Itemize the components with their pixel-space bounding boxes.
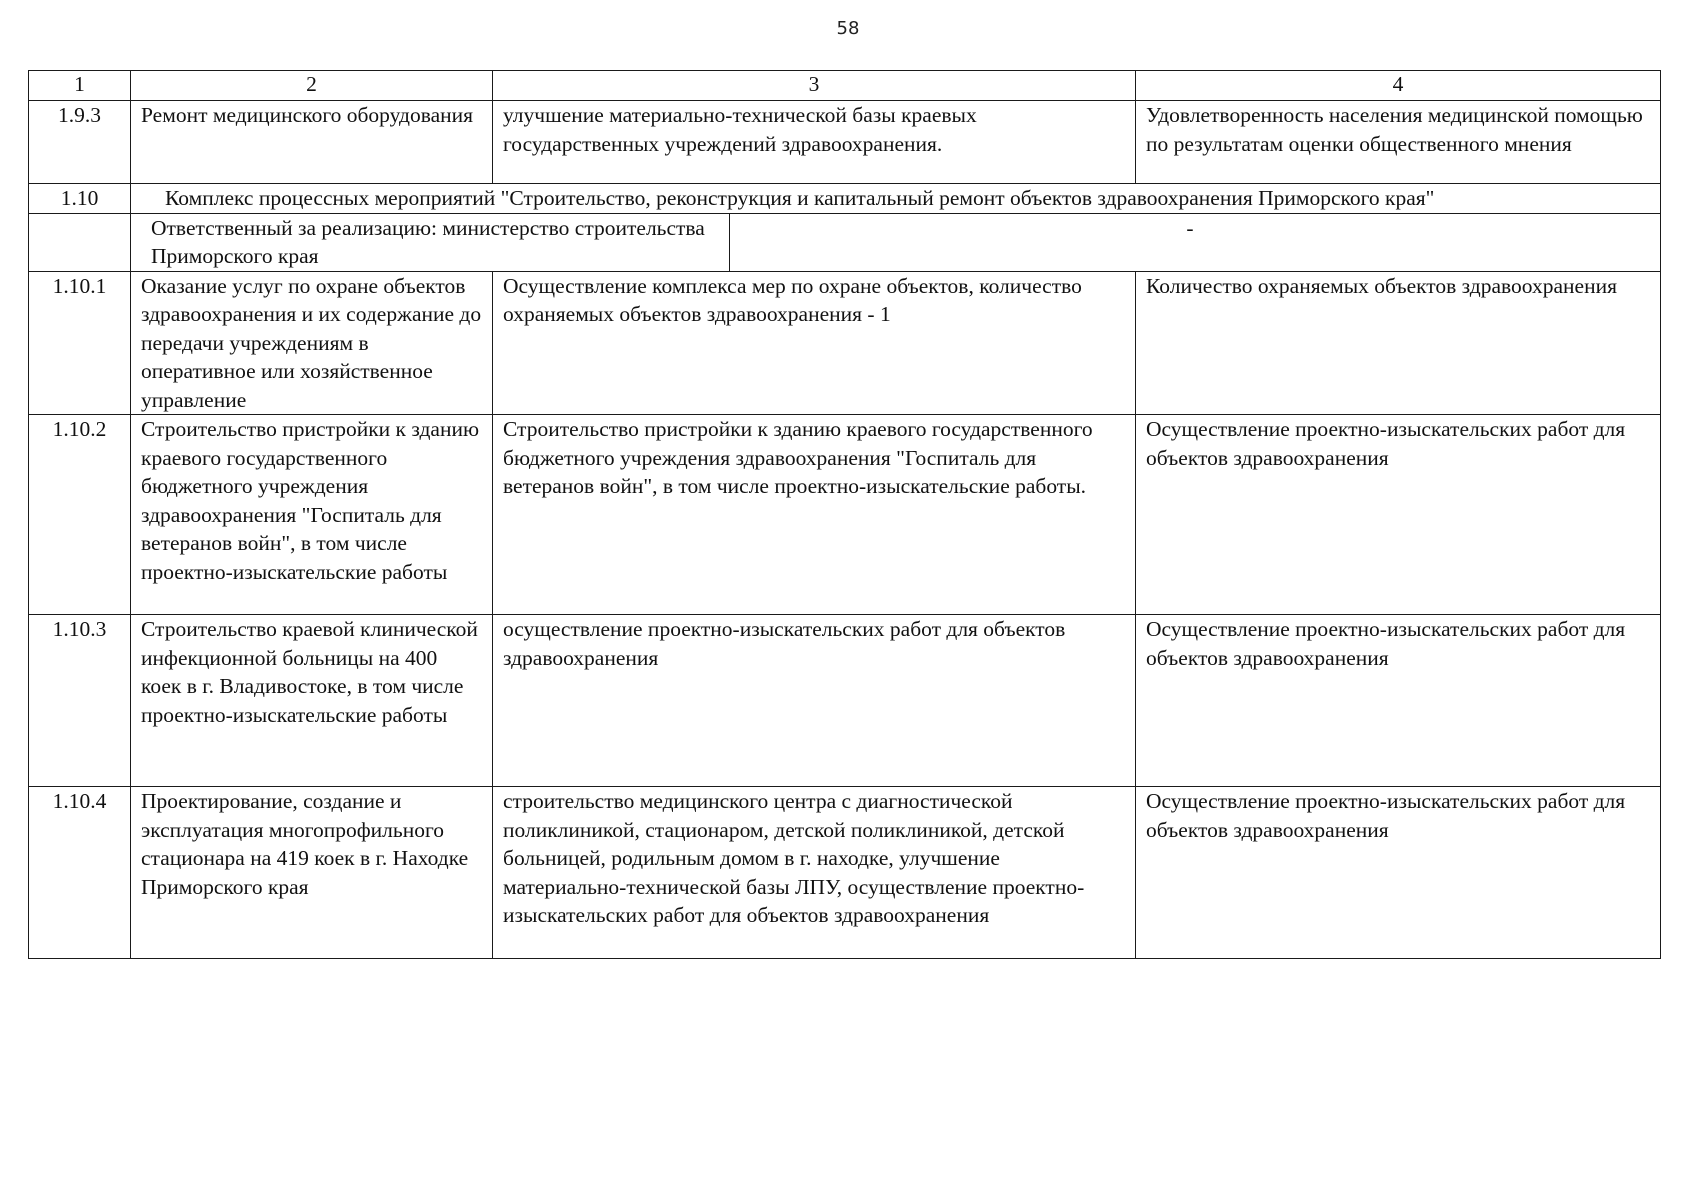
page-number: 58 xyxy=(836,18,860,39)
table-row xyxy=(29,787,1661,959)
responsible-cell xyxy=(131,213,1661,271)
header-cell: 1 xyxy=(29,71,131,101)
header-cell: 3 xyxy=(493,71,1136,101)
row-number: 1.10.4 xyxy=(29,787,131,959)
row-name: Оказание услуг по охране объектов здравоохранения и их содержание до передачи учреждениям в оперативное или хозяйственное управление xyxy=(131,271,493,415)
row-name: Проектирование, создание и эксплуатация многопрофильного стационара на 419 коек в г. Находке Приморского края xyxy=(131,787,493,959)
responsible-row xyxy=(29,213,1661,271)
section-row xyxy=(29,184,1661,214)
row-indicator: Удовлетворенность населения медицинской помощью по результатам оценки общественного мнения xyxy=(1136,101,1661,184)
section-title: Комплекс процессных мероприятий "Строительство, реконструкция и капитальный ремонт объектов здравоохранения Приморского края" xyxy=(131,184,1661,214)
table-header-row xyxy=(29,71,1661,101)
responsible-label: Ответственный за реализацию: министерство строительства Приморского края xyxy=(141,214,730,271)
row-name: Строительство пристройки к зданию краевого государственного бюджетного учреждения здравоохранения "Госпиталь для ветеранов войн", в том числе проектно-изыскательские работы xyxy=(131,415,493,615)
row-indicator: Осуществление проектно-изыскательских работ для объектов здравоохранения xyxy=(1136,787,1661,959)
row-number: 1.10.2 xyxy=(29,415,131,615)
row-number: 1.9.3 xyxy=(29,101,131,184)
row-name: Строительство краевой клинической инфекционной больницы на 400 коек в г. Владивостоке, в том числе проектно-изыскательские работы xyxy=(131,615,493,787)
row-indicator: Осуществление проектно-изыскательских работ для объектов здравоохранения xyxy=(1136,415,1661,615)
row-description: Строительство пристройки к зданию краевого государственного бюджетного учреждения здравоохранения "Госпиталь для ветеранов войн", в том числе проектно-изыскательские работы. xyxy=(493,415,1136,615)
section-number: 1.10 xyxy=(29,184,131,214)
row-description: улучшение материально-технической базы краевых государственных учреждений здравоохранения. xyxy=(493,101,1136,184)
row-indicator: Осуществление проектно-изыскательских работ для объектов здравоохранения xyxy=(1136,615,1661,787)
header-cell: 2 xyxy=(131,71,493,101)
row-name: Ремонт медицинского оборудования xyxy=(131,101,493,184)
empty-cell xyxy=(29,213,131,271)
measures-table xyxy=(28,70,1661,959)
row-number: 1.10.1 xyxy=(29,271,131,415)
header-cell: 4 xyxy=(1136,71,1661,101)
row-description: Осуществление комплекса мер по охране объектов, количество охраняемых объектов здравоохранения - 1 xyxy=(493,271,1136,415)
table-row xyxy=(29,615,1661,787)
row-indicator: Количество охраняемых объектов здравоохранения xyxy=(1136,271,1661,415)
responsible-value: - xyxy=(1186,215,1194,240)
row-description: строительство медицинского центра с диагностической поликлиникой, стационаром, детской поликлиникой, детской больницей, родильным домом в г. находке, улучшение материально-технической базы ЛПУ, осуществление проектно-изыскательских работ для объектов здравоохранения xyxy=(493,787,1136,959)
table-row xyxy=(29,101,1661,184)
table-row xyxy=(29,271,1661,415)
table-row xyxy=(29,415,1661,615)
row-number: 1.10.3 xyxy=(29,615,131,787)
row-description: осуществление проектно-изыскательских работ для объектов здравоохранения xyxy=(493,615,1136,787)
